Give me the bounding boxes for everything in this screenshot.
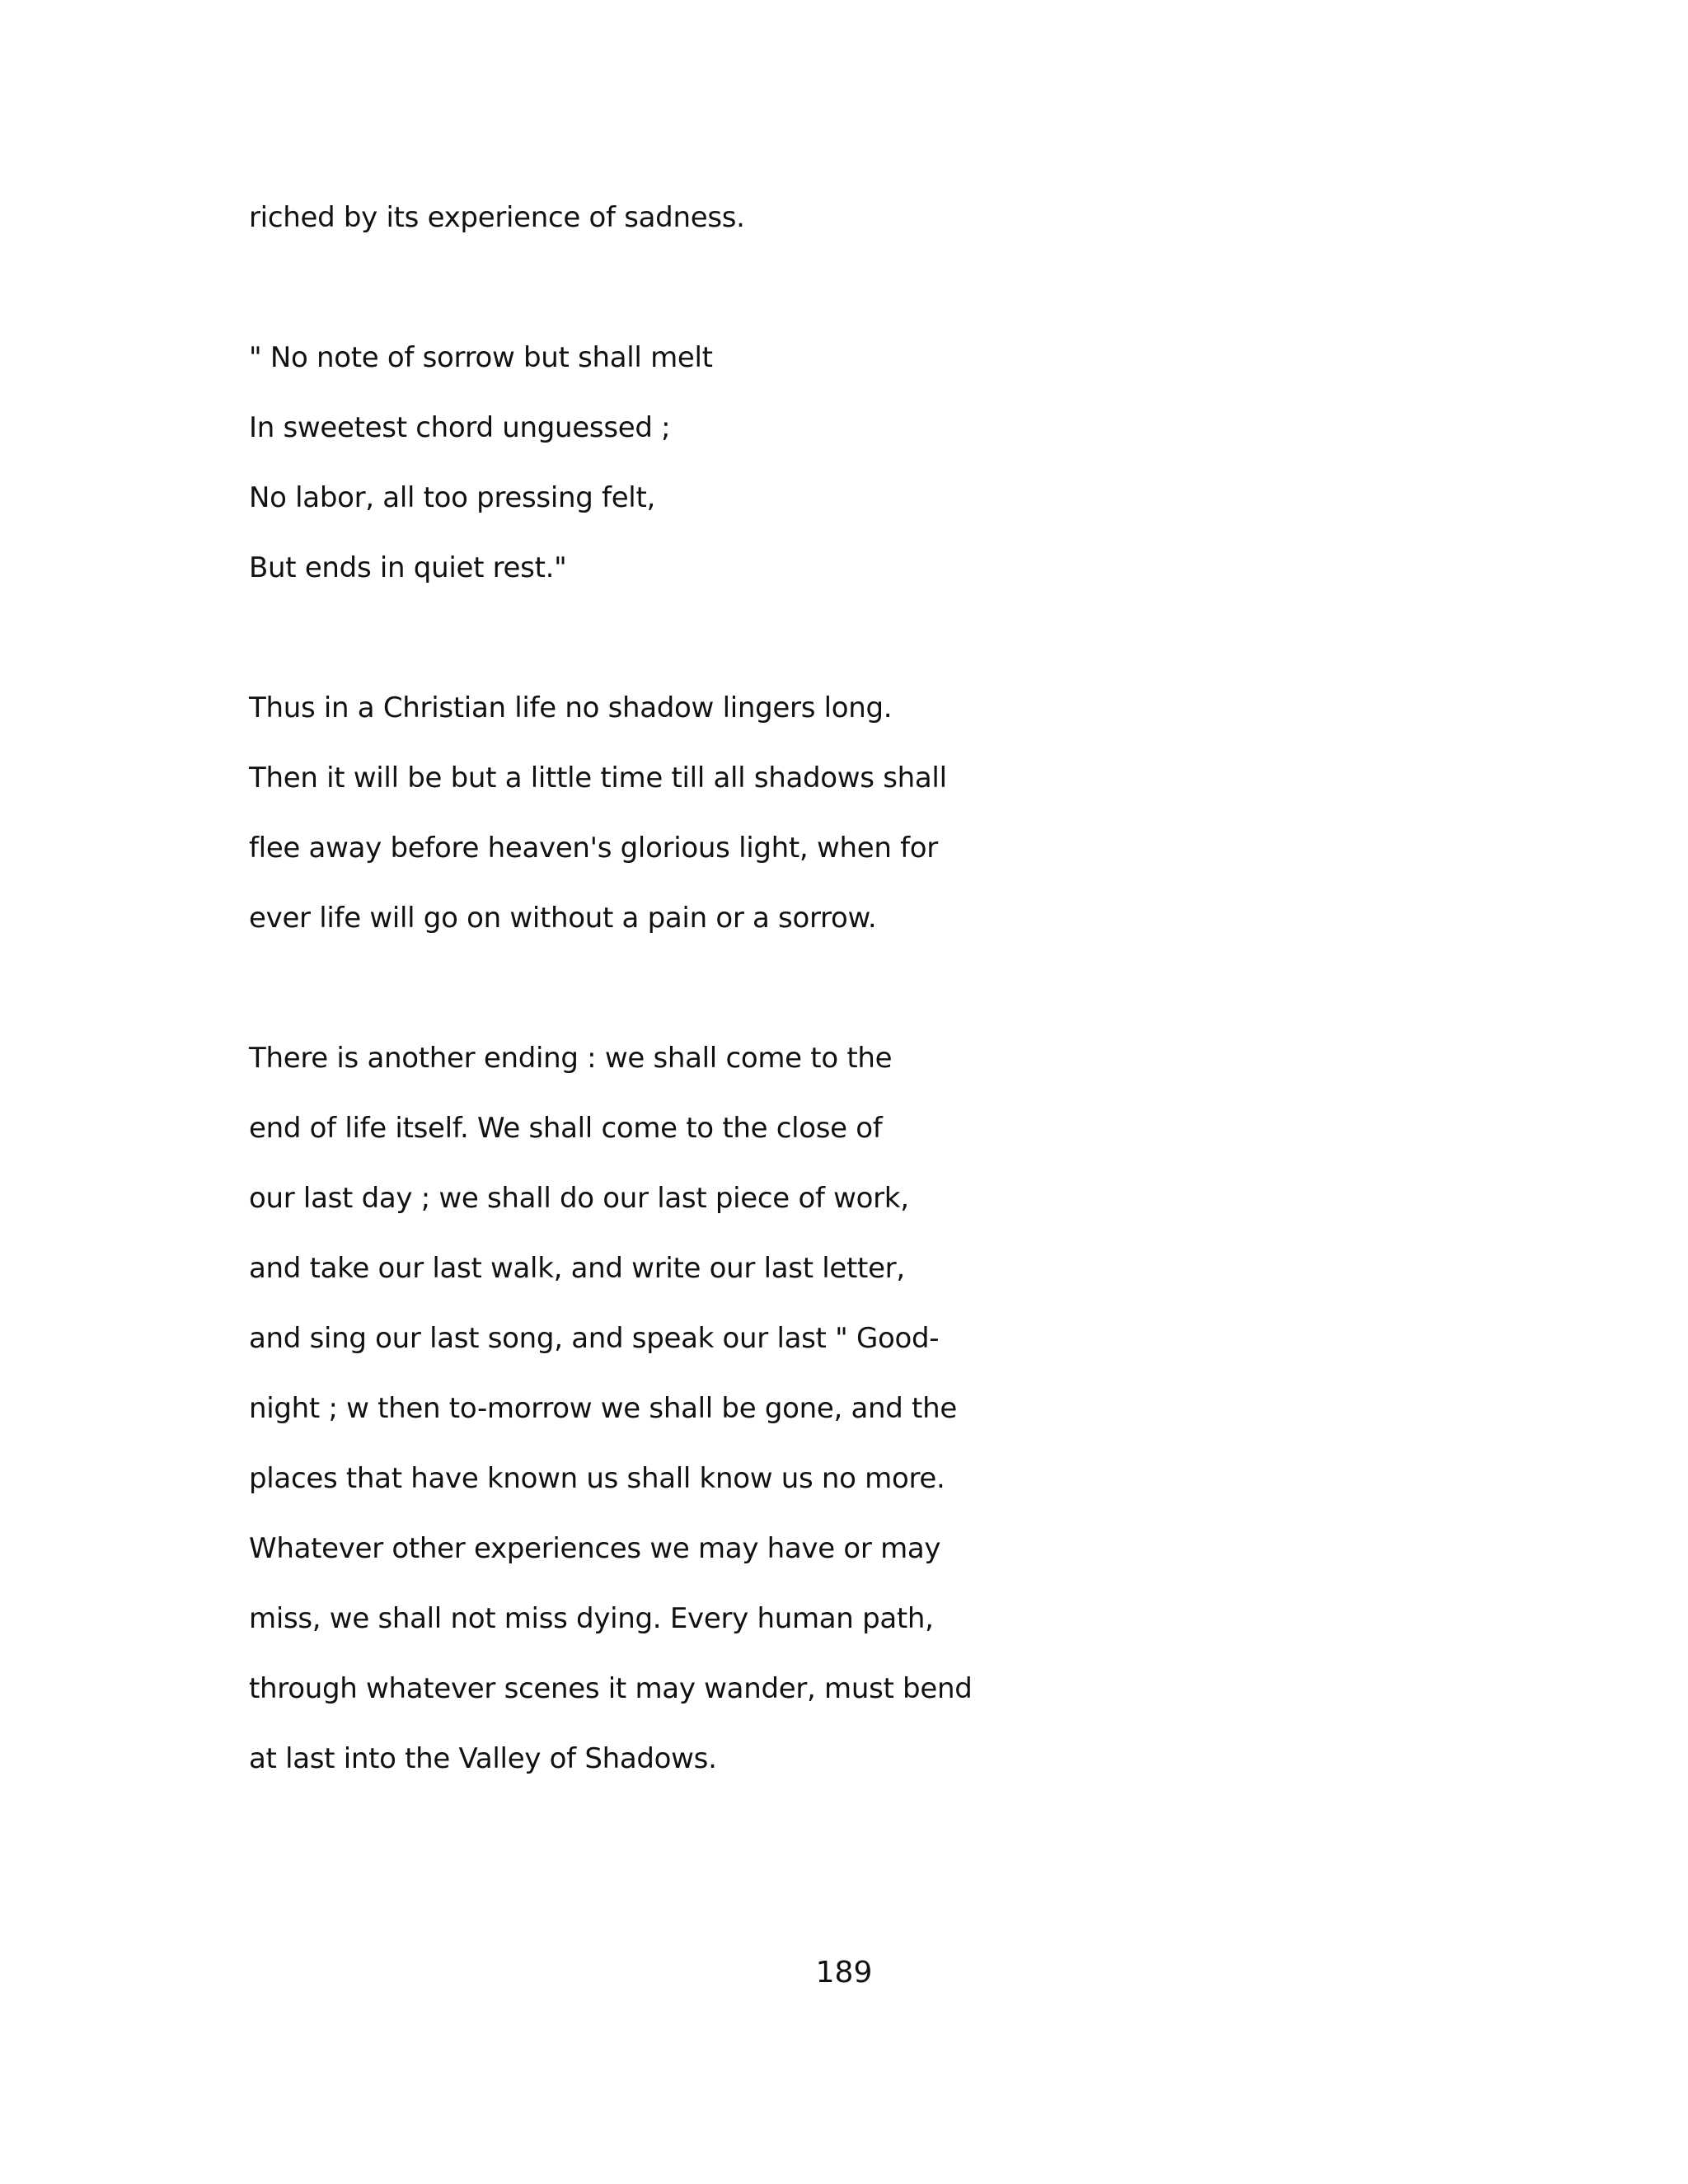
poem-line: But ends in quiet rest." <box>249 551 567 584</box>
text-line: night ; w then to-morrow we shall be gone, and the <box>249 1392 957 1425</box>
text-line: at last into the Valley of Shadows. <box>249 1742 717 1775</box>
text-line: and sing our last song, and speak our last " Good- <box>249 1322 940 1355</box>
page-number: 189 <box>815 1956 873 1990</box>
text-line: Thus in a Christian life no shadow lingers long. <box>249 691 893 724</box>
poem-line: No labor, all too pressing felt, <box>249 481 655 514</box>
poem-line: In sweetest chord unguessed ; <box>249 411 671 444</box>
text-line: flee away before heaven's glorious light, when for <box>249 832 938 865</box>
text-line: There is another ending : we shall come to the <box>249 1042 893 1075</box>
poem-line: " No note of sorrow but shall melt <box>249 341 713 374</box>
text-line: miss, we shall not miss dying. Every human path, <box>249 1602 934 1635</box>
text-line: our last day ; we shall do our last piece of work, <box>249 1182 909 1215</box>
text-line: riched by its experience of sadness. <box>249 201 745 234</box>
text-line: places that have known us shall know us no more. <box>249 1462 945 1495</box>
text-line: ever life will go on without a pain or a sorrow. <box>249 902 877 935</box>
text-line: and take our last walk, and write our last letter, <box>249 1252 905 1285</box>
text-line: end of life itself. We shall come to the close of <box>249 1112 883 1145</box>
text-line: Whatever other experiences we may have or may <box>249 1532 941 1565</box>
text-line: through whatever scenes it may wander, must bend <box>249 1672 973 1705</box>
text-line: Then it will be but a little time till all shadows shall <box>249 762 947 794</box>
